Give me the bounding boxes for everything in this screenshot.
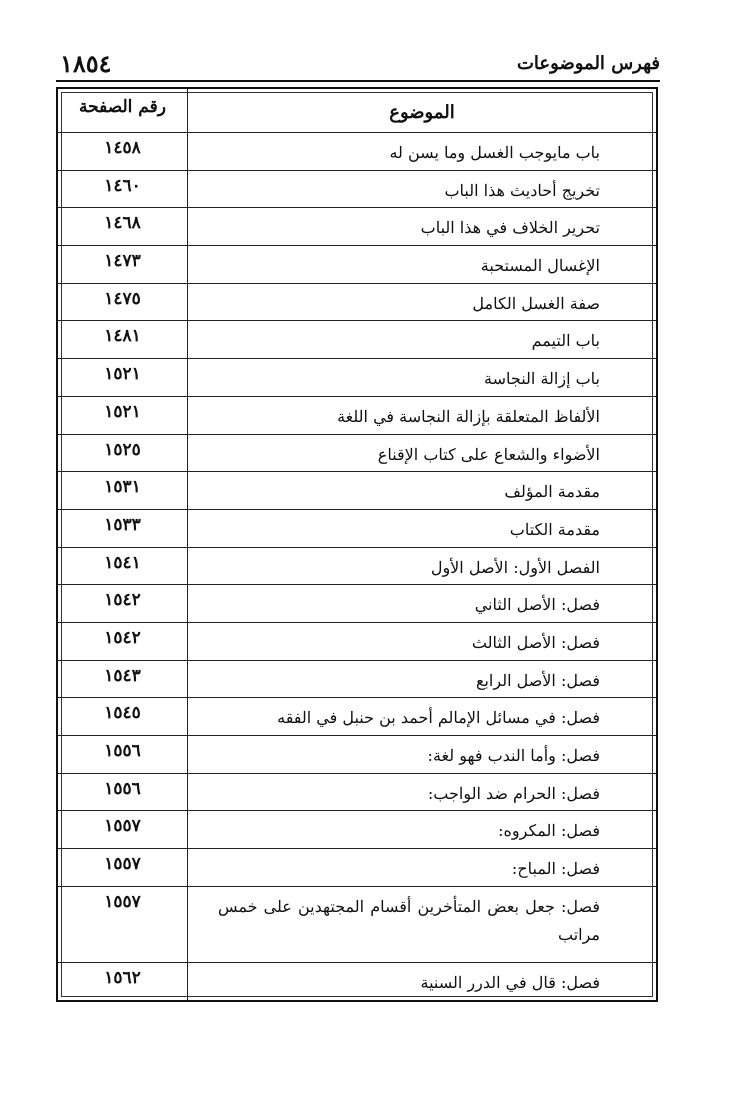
table-row	[58, 359, 656, 397]
topic-cell: فصل: وأما الندب فهو لغة:	[427, 746, 600, 765]
topic-cell: فصل: جعل بعض المتأخرين أقسام المجتهدين على خمس مراتب	[218, 896, 600, 944]
topic-cell: مقدمة الكتاب	[509, 519, 600, 539]
page-cell: ١٤٦٠	[58, 171, 188, 208]
table-row	[58, 208, 656, 246]
topic-cell: الفصل الأول: الأصل الأول	[430, 557, 600, 577]
table-row	[58, 774, 656, 812]
column-header-page: رقم الصفحة	[58, 89, 188, 132]
table-row	[58, 963, 656, 1001]
table-row	[58, 510, 656, 548]
topic-cell: فصل: في مسائل الإمالم أحمد بن حنبل في الفقه	[277, 708, 600, 728]
page-cell: ١٥٥٦	[58, 736, 188, 773]
header-rule	[56, 80, 660, 82]
page-cell: ١٥٤٢	[58, 623, 188, 660]
table-row	[58, 736, 656, 774]
topic-cell: باب مايوجب الغسل وما يسن له	[389, 143, 600, 162]
page-cell: ١٥٤٥	[58, 698, 188, 735]
table-row	[58, 887, 656, 963]
topic-cell: فصل: الحرام ضد الواجب:	[427, 783, 600, 803]
page-cell: ١٥٢١	[58, 359, 188, 396]
table-row	[58, 284, 656, 322]
topic-cell: فصل: الأصل الرابع	[475, 670, 600, 690]
table-row	[58, 321, 656, 359]
page-cell: ١٥٤١	[58, 548, 188, 585]
page-cell: ١٤٧٥	[58, 284, 188, 321]
topic-cell: فصل: الأصل الثاني	[474, 595, 600, 615]
table-row	[58, 811, 656, 849]
table-row	[58, 849, 656, 887]
topic-cell: باب التيمم	[531, 331, 600, 351]
table-row	[58, 133, 656, 171]
page-cell: ١٤٦٨	[58, 208, 188, 245]
page-cell: ١٥٣١	[58, 472, 188, 509]
topic-cell: صفة الغسل الكامل	[472, 293, 600, 313]
table-row	[58, 585, 656, 623]
topic-cell: فصل: قال في الدرر السنية	[420, 972, 600, 992]
table-header-row	[58, 89, 656, 133]
page-cell: ١٥٥٧	[58, 887, 188, 962]
page-cell: ١٤٨١	[58, 321, 188, 358]
table-row	[58, 623, 656, 661]
topic-cell: باب إزالة النجاسة	[484, 369, 600, 389]
page-cell: ١٥٥٧	[58, 811, 188, 848]
page-cell: ١٤٥٨	[58, 133, 188, 170]
page-cell: ١٥٦٢	[58, 963, 188, 1001]
topic-cell: الأضواء والشعاع على كتاب الإقناع	[377, 444, 600, 464]
page-cell: ١٥٥٦	[58, 774, 188, 811]
topic-cell: مقدمة المؤلف	[504, 482, 600, 502]
topic-cell: فصل: الأصل الثالث	[471, 632, 600, 652]
page-cell: ١٥٢١	[58, 397, 188, 434]
table-row	[58, 246, 656, 284]
page-cell: ١٤٧٣	[58, 246, 188, 283]
page-cell: ١٥٤٢	[58, 585, 188, 622]
topic-cell: تخريج أحاديث هذا الباب	[444, 180, 600, 200]
table-row	[58, 548, 656, 586]
topic-cell: فصل: المباح:	[511, 859, 600, 879]
page-cell: ١٥٥٧	[58, 849, 188, 886]
column-header-topic: الموضوع	[389, 102, 455, 123]
page-cell: ١٥٢٥	[58, 435, 188, 472]
table-row	[58, 698, 656, 736]
running-title: فهرس الموضوعات	[516, 52, 660, 74]
table-row	[58, 472, 656, 510]
page-cell: ١٥٤٣	[58, 661, 188, 698]
table-row	[58, 171, 656, 209]
table-row	[58, 661, 656, 699]
topic-cell: الألفاظ المتعلقة بإزالة النجاسة في اللغة	[337, 406, 600, 426]
topic-cell: فصل: المكروه:	[498, 821, 600, 841]
page-cell: ١٥٣٣	[58, 510, 188, 547]
topic-cell: الإغسال المستحبة	[480, 256, 600, 276]
table-row	[58, 397, 656, 435]
page-header	[60, 46, 660, 80]
toc-table	[56, 87, 658, 1002]
topic-cell: تحرير الخلاف في هذا الباب	[420, 218, 600, 238]
table-row	[58, 435, 656, 473]
page-number: ١٨٥٤	[60, 48, 112, 78]
